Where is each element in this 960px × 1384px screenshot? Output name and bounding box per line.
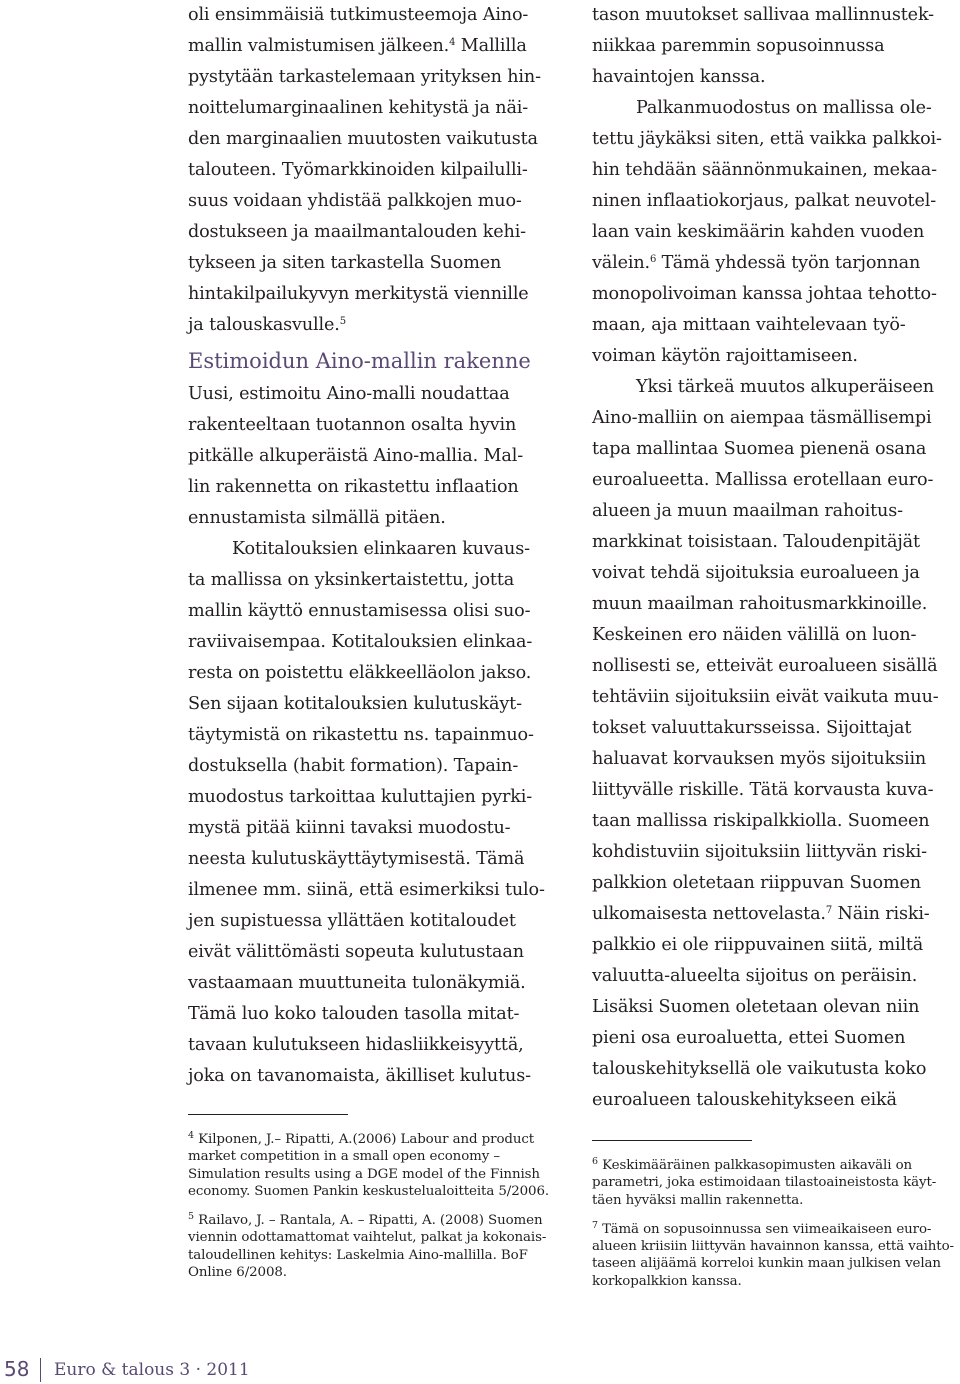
text-line: voivat tehdä sijoituksia euroalueen ja	[592, 563, 920, 583]
text-line: Palkanmuodostus on mallissa ole-	[636, 98, 932, 118]
text-line: ninen inflaatiokorjaus, palkat neuvotel-	[592, 191, 936, 211]
footnote-ref: 7	[825, 905, 833, 916]
text-line: mallin käyttö ennustamisessa olisi suo-	[188, 601, 531, 621]
text-line: eivät välittömästi sopeuta kulutustaan	[188, 942, 524, 962]
text-line: Uusi, estimoitu Aino-malli noudattaa	[188, 384, 510, 404]
text-line: tettu jäykäksi siten, että vaikka palkkoi-	[592, 129, 942, 149]
text-line: taan mallissa riskipalkkiolla. Suomeen	[592, 811, 930, 831]
text-line: hintakilpailukyvyn merkitystä viennille	[188, 284, 529, 304]
text-line: ta mallissa on yksinkertaistettu, jotta	[188, 570, 515, 590]
footer-divider	[40, 1358, 41, 1382]
footnote-line: economy. Suomen Pankin keskustelualoitteita 5/2006.	[188, 1183, 550, 1199]
footnote-line: viennin odottamattomat vaihtelut, palkat ja kokonais-	[188, 1230, 547, 1246]
footnote-line: alueen kriisiin liittyvän havainnon kanssa, että vaihto-	[592, 1239, 954, 1255]
text-line: Sen sijaan kotitalouksien kulutuskäyt-	[188, 694, 522, 714]
footnote	[592, 1221, 952, 1290]
footnote-line: market competition in a small open economy –	[188, 1149, 500, 1165]
footnote-divider	[188, 1114, 348, 1115]
text-line: täytymistä on rikastettu ns. tapainmuo-	[188, 725, 534, 745]
footnote-line: $^6$ Keskimääräinen palkkasopimusten aikaväli on	[592, 1156, 913, 1173]
text-line: nollisesti se, etteivät euroalueen sisällä	[592, 656, 938, 676]
footnote-ref: 6	[649, 254, 657, 265]
footnote-line: $^5$ Railavo, J. – Rantala, A. – Ripatti, A. (2008) Suomen	[188, 1211, 543, 1229]
text-line: Kotitalouksien elinkaaren kuvaus-	[232, 539, 530, 559]
text-line: pieni osa euroaluetta, ettei Suomen	[592, 1028, 906, 1048]
footnote-number: 4	[188, 1130, 194, 1141]
text-line: talouskehityksellä ole vaikutusta koko	[592, 1059, 927, 1079]
text-line: hin tehdään säännönmukainen, mekaa-	[592, 160, 937, 180]
paragraph	[188, 379, 560, 534]
text-line: muun maailman rahoitusmarkkinoille.	[592, 594, 928, 614]
text-line: liittyvälle riskille. Tätä korvausta kuva-	[592, 780, 934, 800]
text-line: dostuksella (habit formation). Tapain-	[188, 756, 519, 776]
text-line: maan, aja mittaan vaihtelevaan työ-	[592, 315, 906, 335]
text-line: den marginaalien muutosten vaikutusta	[188, 129, 538, 149]
paragraph	[592, 372, 952, 1116]
text-line: suus voidaan yhdistää palkkojen muo-	[188, 191, 522, 211]
right-column	[592, 0, 952, 1290]
paragraph	[592, 0, 952, 93]
text-line: mystä pitää kiinni tavaksi muodostu-	[188, 818, 511, 838]
text-line: voiman käytön rajoittamiseen.	[592, 346, 858, 366]
text-line: ennustamista silmällä pitäen.	[188, 508, 446, 528]
footnote-line: $^4$ Kilponen, J.– Ripatti, A.(2006) Labour and product	[188, 1130, 535, 1147]
footnote-line: parametri, joka estimoidaan tilastoaineistosta käyt-	[592, 1175, 937, 1191]
paragraph	[188, 0, 560, 341]
text-line: oli ensimmäisiä tutkimusteemoja Aino-	[188, 5, 529, 25]
text-line: valuutta-alueelta sijoitus on peräisin.	[592, 966, 918, 986]
text-line: muodostus tarkoittaa kuluttajien pyrki-	[188, 787, 533, 807]
footnotes	[592, 1140, 952, 1290]
text-line: tavaan kulutukseen hidasliikkeisyyttä,	[188, 1035, 524, 1055]
page-number: 58	[4, 1357, 30, 1381]
footnote-divider	[592, 1140, 752, 1141]
text-line: palkkion oletetaan riippuvan Suomen	[592, 873, 921, 893]
text-line: Aino-malliin on aiempaa täsmällisempi	[592, 408, 932, 428]
text-line: kohdistuviin sijoituksiin liittyvän riski-	[592, 842, 927, 862]
text-line: euroalueen talouskehitykseen eikä	[592, 1090, 897, 1110]
text-line: Keskeinen ero näiden välillä on luon-	[592, 625, 917, 645]
footnote-line: $^7$ Tämä on sopusoinnussa sen viimeaikaiseen euro-	[592, 1219, 932, 1237]
footnote-number: 5	[188, 1211, 194, 1223]
text-line: alueen ja muun maailman rahoitus-	[592, 501, 903, 521]
text-line: resta on poistettu eläkkeelläolon jakso.	[188, 663, 532, 683]
footnote-ref: 4	[449, 37, 456, 48]
footnote-line: Online 6/2008.	[188, 1265, 287, 1281]
text-line: monopolivoiman kanssa johtaa tehotto-	[592, 284, 937, 304]
page-footer	[0, 1354, 360, 1384]
footnote-ref: 5	[339, 316, 346, 327]
text-line: neesta kulutuskäyttäytymisestä. Tämä	[188, 849, 525, 869]
text-line: lin rakennetta on rikastettu inflaation	[188, 477, 519, 497]
left-column	[188, 0, 560, 1281]
text-line: havaintojen kanssa.	[592, 67, 766, 87]
text-line: mallin valmistumisen jälkeen.$^4$ Mallilla	[188, 36, 527, 56]
text-line: raviivaisempaa. Kotitalouksien elinkaa-	[188, 632, 533, 652]
footnote-line: täen hyväksi mallin rakennetta.	[592, 1192, 804, 1208]
footnote-line: taseen alijäämä korreloi kunkin maan julkisen velan	[592, 1256, 941, 1272]
text-line: tason muutokset sallivaa mallinnustek-	[592, 5, 934, 25]
text-line: ulkomaisesta nettovelasta.$^7$ Näin riski-	[592, 904, 930, 924]
text-line: euroalueetta. Mallissa erotellaan euro-	[592, 470, 934, 490]
footnote	[188, 1212, 560, 1281]
text-line: Tämä luo koko talouden tasolla mitat-	[188, 1004, 520, 1024]
text-line: rakenteeltaan tuotannon osalta hyvin	[188, 415, 517, 435]
text-line: markkinat toisistaan. Taloudenpitäjät	[592, 532, 920, 552]
text-line: dostukseen ja maailmantalouden kehi-	[188, 222, 526, 242]
text-line: noittelumarginaalinen kehitystä ja näi-	[188, 98, 529, 118]
footnote-number: 7	[592, 1219, 598, 1231]
text-line: tykseen ja siten tarkastella Suomen	[188, 253, 502, 273]
text-line: jen supistuessa yllättäen kotitaloudet	[188, 911, 516, 931]
text-line: talouteen. Työmarkkinoiden kilpailulli-	[188, 160, 528, 180]
text-line: tapa mallintaa Suomea pienenä osana	[592, 439, 927, 459]
text-line: tehtäviin sijoituksiin eivät vaikuta muu-	[592, 687, 939, 707]
text-line: haluavat korvauksen myös sijoituksiin	[592, 749, 927, 769]
text-line: pitkälle alkuperäistä Aino-mallia. Mal-	[188, 446, 524, 466]
paragraph	[188, 534, 560, 1092]
text-line: palkkio ei ole riippuvainen siitä, miltä	[592, 935, 924, 955]
footnote-number: 6	[592, 1156, 598, 1167]
text-line: laan vain keskimäärin kahden vuoden	[592, 222, 925, 242]
footnote	[188, 1131, 560, 1200]
section-heading: Estimoidun Aino-mallin rakenne	[188, 349, 531, 373]
text-line: joka on tavanomaista, äkilliset kulutus-	[188, 1066, 531, 1086]
text-line: ja talouskasvulle.$^5$	[188, 315, 346, 335]
text-line: niikkaa paremmin sopusoinnussa	[592, 36, 885, 56]
text-line: Yksi tärkeä muutos alkuperäiseen	[636, 377, 934, 397]
text-line: ilmenee mm. siinä, että esimerkiksi tulo-	[188, 880, 545, 900]
footnote	[592, 1157, 952, 1209]
text-line: pystytään tarkastelemaan yrityksen hin-	[188, 67, 541, 87]
paragraph	[592, 93, 952, 372]
text-line: välein.$^6$ Tämä yhdessä työn tarjonnan	[592, 253, 921, 273]
publication-title: Euro & talous 3 · 2011	[54, 1360, 250, 1380]
footnote-line: Simulation results using a DGE model of the Finnish	[188, 1166, 540, 1182]
text-line: Lisäksi Suomen oletetaan olevan niin	[592, 997, 920, 1017]
text-line: tokset valuuttakursseissa. Sijoittajat	[592, 718, 912, 738]
text-line: vastaamaan muuttuneita tulonäkymiä.	[188, 973, 526, 993]
footnote-line: taloudellinen kehitys: Laskelmia Aino-mallilla. BoF	[188, 1247, 528, 1263]
footnotes	[188, 1114, 560, 1281]
footnote-line: korkopalkkion kanssa.	[592, 1273, 742, 1289]
